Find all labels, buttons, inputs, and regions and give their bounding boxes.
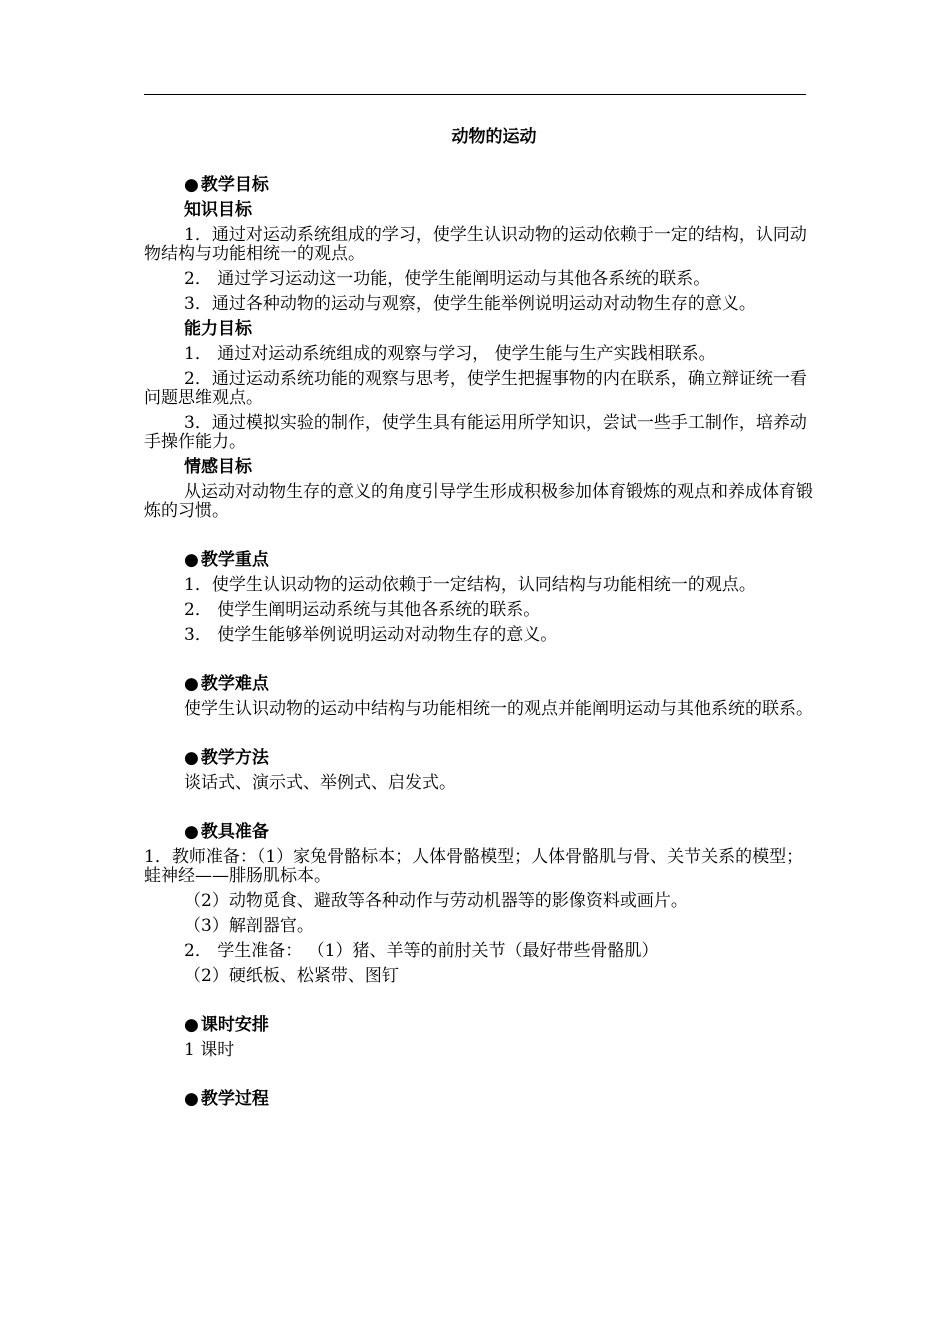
section-heading-difficulty: ● 教学难点: [184, 674, 269, 694]
bullet-icon: ●: [184, 1089, 199, 1109]
paragraph: 从运动对动物生存的意义的角度引导学生形成积极参加体育锻炼的观点和养成体育锻炼的习惯。: [144, 482, 813, 521]
paragraph: 3．通过各种动物的运动与观察，使学生能举例说明运动对动物生存的意义。: [184, 294, 756, 314]
paragraph: 2． 学生准备： （1）猪、羊等的前肘关节（最好带些骨骼肌）: [184, 941, 659, 961]
section-heading-keypoints: ● 教学重点: [184, 550, 269, 570]
subheading-ability: 能力目标: [184, 319, 252, 339]
bullet-icon: ●: [184, 822, 199, 842]
paragraph: 3．通过模拟实验的制作，使学生具有能运用所学知识，尝试一些手工制作，培养动手操作能力。: [144, 413, 807, 452]
paragraph: 2． 使学生阐明运动系统与其他各系统的联系。: [184, 600, 541, 620]
subheading-emotion: 情感目标: [184, 457, 252, 477]
section-heading-schedule: ● 课时安排: [184, 1015, 269, 1035]
page-title: 动物的运动: [451, 127, 537, 147]
paragraph: 3． 使学生能够举例说明运动对动物生存的意义。: [184, 625, 558, 645]
header-rule: [144, 94, 806, 95]
bullet-icon: ●: [184, 550, 199, 570]
paragraph: 谈话式、演示式、举例式、启发式。: [184, 773, 456, 793]
paragraph: 使学生认识动物的运动中结构与功能相统一的观点并能阐明运动与其他系统的联系。: [184, 699, 813, 719]
bullet-icon: ●: [184, 175, 199, 195]
subheading-knowledge: 知识目标: [184, 200, 252, 220]
paragraph: 1．使学生认识动物的运动依赖于一定结构，认同结构与功能相统一的观点。: [184, 575, 756, 595]
paragraph: 2． 通过学习运动这一功能，使学生能阐明运动与其他各系统的联系。: [184, 269, 711, 289]
paragraph: 2．通过运动系统功能的观察与思考，使学生把握事物的内在联系，确立辩证统一看问题思维观点。: [144, 369, 807, 408]
paragraph: 1．通过对运动系统组成的学习，使学生认识动物的运动依赖于一定的结构，认同动物结构与功能相统一的观点。: [144, 225, 807, 264]
section-heading-goals: ● 教学目标: [184, 175, 269, 195]
section-heading-process: ● 教学过程: [184, 1089, 269, 1109]
paragraph: （3）解剖器官。: [184, 916, 314, 936]
paragraph: 1 课时: [184, 1040, 235, 1060]
bullet-icon: ●: [184, 1015, 199, 1035]
document-body: [144, 176, 814, 1109]
paragraph: 1．教师准备：（1）家兔骨骼标本；人体骨骼模型；人体骨骼肌与骨、关节关系的模型； 蛙神经——腓肠肌标本。: [144, 847, 804, 886]
bullet-icon: ●: [184, 674, 199, 694]
paragraph: 1． 通过对运动系统组成的观察与学习， 使学生能与生产实践相联系。: [184, 344, 716, 364]
section-heading-prep: ● 教具准备: [184, 822, 269, 842]
bullet-icon: ●: [184, 748, 199, 768]
paragraph: （2）动物觅食、避敌等各种动作与劳动机器等的影像资料或画片。: [184, 891, 688, 911]
section-heading-method: ● 教学方法: [184, 748, 269, 768]
paragraph: （2）硬纸板、松紧带、图钉: [184, 966, 399, 986]
